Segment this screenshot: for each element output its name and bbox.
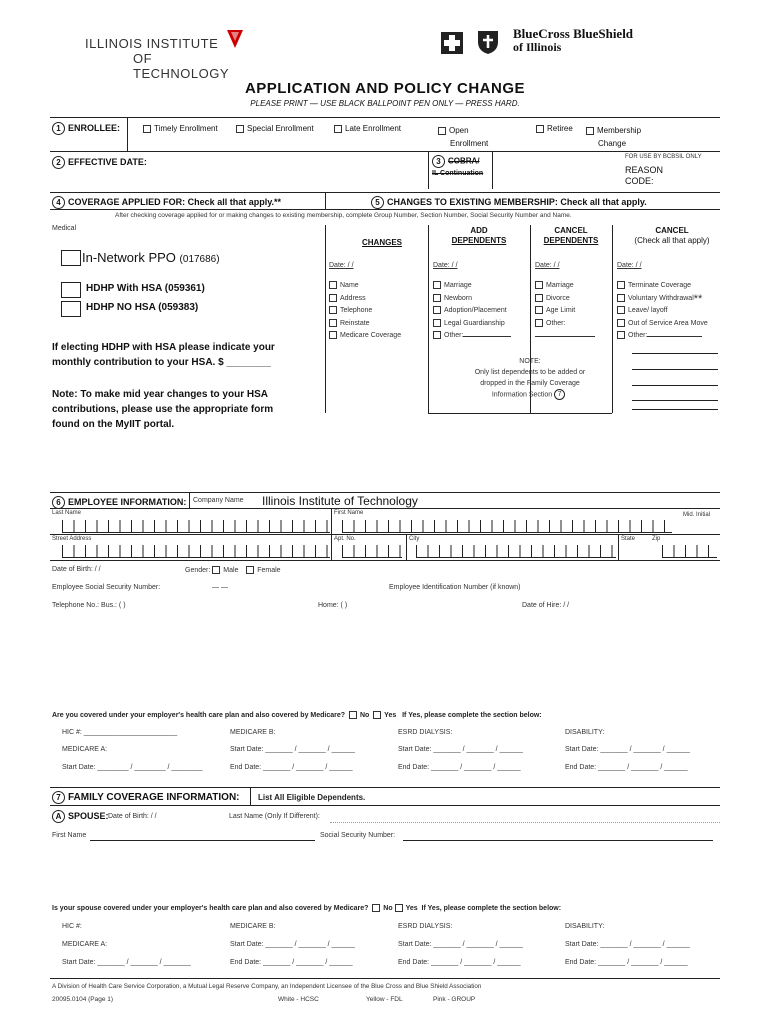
cancel-marriage-option[interactable]: Marriage bbox=[535, 280, 595, 293]
change-medicare-option[interactable]: Medicare Coverage bbox=[329, 330, 401, 343]
section-1-number: 1 bbox=[52, 122, 65, 135]
medicare-a-employee: MEDICARE A: bbox=[62, 746, 108, 753]
cancel-coverage-other-option[interactable]: Other: bbox=[617, 330, 708, 343]
street-address-field[interactable] bbox=[62, 545, 330, 558]
medicare-b-start-employee[interactable]: Start Date: _______ / _______ / ______ bbox=[230, 746, 355, 753]
male-label: Male bbox=[223, 566, 239, 574]
check-all-label: (Check all that apply) bbox=[634, 236, 710, 245]
hdhp-hsa-checkbox[interactable] bbox=[61, 282, 81, 298]
disability-spouse: DISABILITY: bbox=[565, 923, 605, 930]
cancel-label: CANCEL bbox=[554, 226, 588, 235]
late-enrollment-option[interactable] bbox=[334, 124, 401, 133]
spouse-text: SPOUSE: bbox=[68, 810, 109, 821]
retiree-checkbox[interactable] bbox=[536, 125, 544, 133]
bcbs-name-line2: of Illinois bbox=[513, 40, 562, 54]
cancel-age-limit-option[interactable]: Age Limit bbox=[535, 305, 595, 318]
add-other-option[interactable]: Other: bbox=[433, 330, 511, 343]
mid-year-note bbox=[52, 387, 273, 432]
male-checkbox[interactable] bbox=[212, 566, 220, 574]
special-enrollment-option[interactable] bbox=[236, 124, 314, 133]
terminate-coverage-option[interactable]: Terminate Coverage bbox=[617, 280, 708, 293]
apt-label: Apt. No. bbox=[334, 536, 356, 542]
cancel-dependents-list bbox=[535, 280, 595, 343]
add-dependents-header bbox=[428, 226, 530, 246]
blue-shield-icon bbox=[477, 29, 499, 55]
retiree-option[interactable] bbox=[536, 124, 573, 133]
esrd-employee: ESRD DIALYSIS: bbox=[398, 729, 453, 736]
hic-field-employee[interactable]: HIC #: ________________________ bbox=[62, 729, 178, 736]
membership-change-checkbox[interactable] bbox=[586, 127, 594, 135]
gender-label: Gender: bbox=[185, 566, 211, 574]
bcbs-name-line1: BlueCross BlueShield bbox=[513, 26, 634, 41]
timely-enrollment-option[interactable] bbox=[143, 124, 218, 133]
iit-logo bbox=[85, 36, 245, 81]
medicare-b-end-spouse[interactable]: End Date: _______ / _______ / ______ bbox=[230, 959, 353, 966]
membership-change-option[interactable] bbox=[586, 124, 641, 150]
add-adoption-option[interactable]: Adoption/Placement bbox=[433, 305, 511, 318]
open-enrollment-checkbox[interactable] bbox=[438, 127, 446, 135]
changes-col-header: CHANGES bbox=[362, 238, 403, 247]
medicare-b-end-employee[interactable]: End Date: _______ / _______ / ______ bbox=[230, 764, 353, 771]
footer-form-id: 20095.0104 (Page 1) bbox=[52, 996, 114, 1003]
hic-field-spouse[interactable]: HIC #: bbox=[62, 923, 82, 930]
spouse-ssn-label: Social Security Number: bbox=[320, 832, 396, 839]
hire-date-field[interactable]: Date of Hire: / / bbox=[522, 602, 570, 609]
timely-enrollment-checkbox[interactable] bbox=[143, 125, 151, 133]
dob-field[interactable]: Date of Birth: / / bbox=[52, 566, 101, 573]
hdhp-nohsa-checkbox[interactable] bbox=[61, 301, 81, 317]
change-telephone-option[interactable]: Telephone bbox=[329, 305, 401, 318]
special-enrollment-checkbox[interactable] bbox=[236, 125, 244, 133]
office-use-label: FOR USE BY BCBSIL ONLY bbox=[625, 154, 702, 160]
mid-year-note-line1: Note: To make mid year changes to your HSA bbox=[52, 389, 268, 400]
changes-date[interactable]: Date: / / bbox=[329, 262, 354, 269]
note-line2: dropped in the Family Coverage bbox=[480, 380, 580, 387]
family-coverage-header bbox=[52, 791, 240, 804]
footer-pink-copy: Pink - GROUP bbox=[433, 996, 476, 1003]
medicare-spouse-yes[interactable] bbox=[395, 904, 403, 912]
medicare-a-start-employee[interactable]: Start Date: ________ / ________ / ________ bbox=[62, 764, 203, 771]
membership-change-label-2: Change bbox=[598, 139, 627, 148]
esrd-end-spouse[interactable]: End Date: _______ / _______ / ______ bbox=[398, 959, 521, 966]
late-enrollment-checkbox[interactable] bbox=[334, 125, 342, 133]
employee-info-text: EMPLOYEE INFORMATION: bbox=[68, 496, 187, 507]
cancel-divorce-option[interactable]: Divorce bbox=[535, 293, 595, 306]
esrd-spouse: ESRD DIALYSIS: bbox=[398, 923, 453, 930]
cobra-option[interactable] bbox=[432, 155, 483, 179]
gender-group bbox=[185, 566, 281, 574]
bcbs-logo bbox=[441, 26, 661, 60]
timely-enrollment-label: Timely Enrollment bbox=[154, 124, 218, 133]
page-title: APPLICATION AND POLICY CHANGE bbox=[244, 80, 526, 97]
change-address-option[interactable]: Address bbox=[329, 293, 401, 306]
zip-label: Zip bbox=[652, 536, 661, 542]
disability-start-employee[interactable]: Start Date: _______ / _______ / ______ bbox=[565, 746, 690, 753]
section-6-number: 6 bbox=[52, 496, 65, 509]
cancel-coverage-list bbox=[617, 280, 708, 343]
section-7-ref: 7 bbox=[554, 389, 565, 400]
company-name-value[interactable]: Illinois Institute of Technology bbox=[262, 494, 418, 508]
code-label: CODE: bbox=[625, 176, 654, 186]
changes-list bbox=[329, 280, 401, 343]
last-name-label: Last Name bbox=[52, 510, 82, 516]
double-star: ** bbox=[693, 292, 703, 305]
medicare-spouse-no[interactable] bbox=[372, 904, 380, 912]
section-4-number: 4 bbox=[52, 196, 65, 209]
ppo-plan-label bbox=[82, 250, 220, 265]
female-label: Female bbox=[257, 566, 281, 574]
home-phone-field[interactable]: Home: ( ) bbox=[318, 602, 348, 609]
dependents-note bbox=[430, 356, 630, 400]
enrollee-text: ENROLLEE: bbox=[68, 122, 121, 133]
hsa-note-line2: monthly contribution to your HSA. $ ________ bbox=[52, 357, 271, 368]
street-address-label: Street Address bbox=[52, 536, 92, 542]
hdhp-nohsa-label: HDHP NO HSA (059383) bbox=[86, 302, 199, 313]
change-reinstate-option[interactable]: Reinstate bbox=[329, 318, 401, 331]
enrollee-label bbox=[52, 122, 120, 135]
coverage-applied-text: COVERAGE APPLIED FOR: Check all that apply.** bbox=[68, 196, 282, 207]
section-7-number: 7 bbox=[52, 791, 65, 804]
open-enrollment-label-2: Enrollment bbox=[450, 139, 489, 148]
add-label: ADD bbox=[470, 226, 488, 235]
cancel-other-option[interactable]: Other: bbox=[535, 318, 595, 331]
medicare-a-spouse: MEDICARE A: bbox=[62, 941, 108, 948]
blue-cross-icon bbox=[441, 32, 463, 54]
note-line3: Information Section 7 bbox=[430, 389, 630, 400]
business-phone-field[interactable]: Telephone No.: Bus.: ( ) bbox=[52, 602, 126, 609]
cancel-coverage-label: CANCEL bbox=[655, 226, 689, 235]
medicare-b-spouse: MEDICARE B: bbox=[230, 923, 276, 930]
cancel-dependents-label: DEPENDENTS bbox=[543, 236, 599, 245]
reason-code-label bbox=[625, 165, 663, 187]
add-marriage-option[interactable]: Marriage bbox=[433, 280, 511, 293]
medicare-employee-no[interactable] bbox=[349, 711, 357, 719]
retiree-label: Retiree bbox=[547, 124, 573, 133]
company-name-label: Company Name bbox=[193, 497, 244, 504]
city-field[interactable] bbox=[416, 545, 616, 558]
open-enrollment-label-1: Open bbox=[449, 126, 469, 135]
first-name-label: First Name bbox=[334, 510, 364, 516]
section-2-number: 2 bbox=[52, 156, 65, 169]
cancel-dependents-header bbox=[530, 226, 612, 246]
family-coverage-sub: List All Eligible Dependents. bbox=[258, 793, 366, 802]
ppo-plan-name: In-Network PPO bbox=[82, 250, 176, 265]
spouse-first-name-label: First Name bbox=[52, 832, 87, 839]
late-enrollment-label: Late Enrollment bbox=[345, 124, 402, 133]
zip-field[interactable] bbox=[662, 545, 717, 558]
footer-white-copy: White - HCSC bbox=[278, 996, 319, 1003]
dependents-label: DEPENDENTS bbox=[451, 236, 507, 245]
cobra-label: COBRA/ bbox=[448, 156, 480, 166]
spouse-letter: A bbox=[52, 810, 65, 823]
add-dependents-date[interactable]: Date: / / bbox=[433, 262, 458, 269]
ppo-checkbox[interactable] bbox=[61, 250, 81, 266]
spouse-dob-field[interactable]: Date of Birth: / / bbox=[108, 813, 157, 820]
esrd-end-employee[interactable]: End Date: _______ / _______ / ______ bbox=[398, 764, 521, 771]
iit-flag-icon bbox=[227, 30, 243, 48]
spouse-last-name-label: Last Name (Only If Different): bbox=[229, 813, 320, 820]
iit-logo-line2: OF TECHNOLOGY bbox=[133, 51, 230, 81]
last-name-field[interactable] bbox=[62, 520, 330, 533]
medicare-b-employee: MEDICARE B: bbox=[230, 729, 276, 736]
effective-date-field[interactable] bbox=[150, 156, 425, 168]
add-dependents-list bbox=[433, 280, 511, 343]
hsa-note-line1: If electing HDHP with HSA please indicate your bbox=[52, 342, 275, 353]
medicare-employee-yes[interactable] bbox=[373, 711, 381, 719]
ssn-field[interactable]: — — bbox=[212, 584, 228, 591]
change-name-option[interactable]: Name bbox=[329, 280, 401, 293]
add-newborn-option[interactable]: Newborn bbox=[433, 293, 511, 306]
city-label: City bbox=[409, 536, 420, 542]
mid-year-note-line2: contributions, please use the appropriate form bbox=[52, 404, 274, 415]
first-name-field[interactable] bbox=[342, 520, 672, 533]
medicare-b-start-spouse[interactable]: Start Date: _______ / _______ / ______ bbox=[230, 941, 355, 948]
esrd-start-spouse[interactable]: Start Date: _______ / _______ / ______ bbox=[398, 941, 523, 948]
disability-end-employee[interactable]: End Date: _______ / _______ / ______ bbox=[565, 764, 688, 771]
iit-logo-line1: ILLINOIS INSTITUTE bbox=[85, 36, 219, 51]
mid-initial-label: Mid. Initial bbox=[683, 512, 711, 518]
coverage-applied-header bbox=[52, 196, 281, 209]
hdhp-hsa-label: HDHP With HSA (059361) bbox=[86, 283, 205, 294]
note-line1: Only list dependents to be added or bbox=[474, 369, 586, 376]
page-subtitle: PLEASE PRINT — USE BLACK BALLPOINT PEN ONLY — PRESS HARD. bbox=[250, 99, 520, 108]
spouse-label bbox=[52, 810, 109, 823]
employee-id-label: Employee Identification Number (if known) bbox=[389, 584, 521, 591]
cancel-coverage-header bbox=[612, 226, 732, 246]
effective-date-text: EFFECTIVE DATE: bbox=[68, 156, 147, 167]
voluntary-withdrawal-option[interactable]: Voluntary Withdrawal** bbox=[617, 293, 708, 306]
note-title: NOTE: bbox=[519, 358, 541, 365]
hsa-note bbox=[52, 340, 275, 370]
family-coverage-text: FAMILY COVERAGE INFORMATION: bbox=[68, 792, 240, 804]
disability-end-spouse[interactable]: End Date: _______ / _______ / ______ bbox=[565, 959, 688, 966]
out-of-area-option[interactable]: Out of Service Area Move bbox=[617, 318, 708, 331]
changes-existing-text: CHANGES TO EXISTING MEMBERSHIP: Check all that apply. bbox=[387, 196, 647, 207]
medical-label: Medical bbox=[52, 225, 77, 232]
disability-start-spouse[interactable]: Start Date: _______ / _______ / ______ bbox=[565, 941, 690, 948]
footer-yellow-copy: Yellow - FDL bbox=[366, 996, 403, 1003]
mid-year-note-line3: found on the MyIIT portal. bbox=[52, 419, 175, 430]
state-label: State bbox=[621, 536, 636, 542]
medicare-spouse-question: Is your spouse covered under your employer's health care plan and also covered by Medicare? No Yes If Yes, please complete the section below: bbox=[52, 904, 562, 912]
footer-division: A Division of Health Care Service Corporation, a Mutual Legal Reserve Company, an Independent Licensee of the Blue Cross and Blue Shield Association bbox=[52, 983, 482, 990]
apt-field[interactable] bbox=[342, 545, 402, 558]
cancel-coverage-date[interactable]: Date: / / bbox=[617, 262, 642, 269]
medicare-a-start-spouse[interactable]: Start Date: _______ / _______ / _______ bbox=[62, 959, 191, 966]
instruction-text: After checking coverage applied for or making changes to existing membership, complete Group Number, Section Number, Social Security Number and Name. bbox=[115, 212, 572, 219]
cancel-dependents-date[interactable]: Date: / / bbox=[535, 262, 560, 269]
changes-existing-header bbox=[371, 196, 647, 209]
disability-employee: DISABILITY: bbox=[565, 729, 605, 736]
add-guardianship-option[interactable]: Legal Guardianship bbox=[433, 318, 511, 331]
il-continuation-label: IL Continuation bbox=[432, 170, 484, 177]
open-enrollment-option[interactable] bbox=[438, 124, 488, 150]
ssn-label: Employee Social Security Number: bbox=[52, 584, 161, 591]
section-3-number: 3 bbox=[432, 155, 445, 168]
ppo-plan-code: (017686) bbox=[179, 254, 220, 265]
esrd-start-employee[interactable]: Start Date: _______ / _______ / ______ bbox=[398, 746, 523, 753]
female-checkbox[interactable] bbox=[246, 566, 254, 574]
reason-label: REASON bbox=[625, 165, 664, 175]
leave-layoff-option[interactable]: Leave/ layoff bbox=[617, 305, 708, 318]
special-enrollment-label: Special Enrollment bbox=[247, 124, 314, 133]
section-5-number: 5 bbox=[371, 196, 384, 209]
effective-date-label bbox=[52, 156, 147, 169]
medicare-employee-question: Are you covered under your employer's health care plan and also covered by Medicare? No Yes If Yes, please complete the section below: bbox=[52, 711, 542, 719]
membership-change-label-1: Membership bbox=[597, 126, 642, 135]
